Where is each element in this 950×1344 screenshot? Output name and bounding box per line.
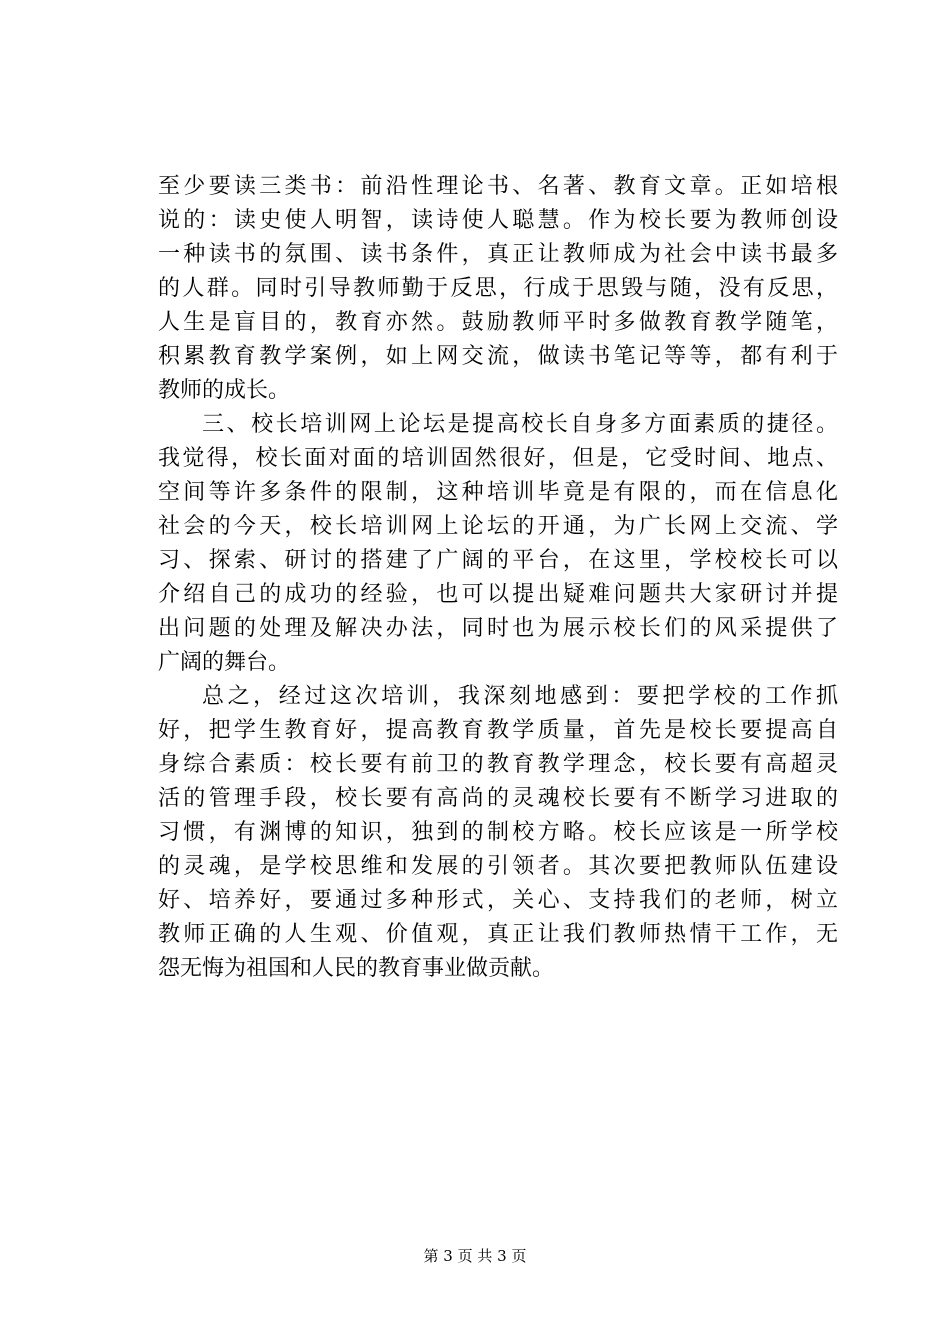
text-line: 教师的成长。 — [158, 378, 291, 403]
text-line: 活的管理手段，校长要有高尚的灵魂校长要有不断学习进取的 — [158, 786, 838, 811]
text-line: 的人群。同时引导教师勤于反思，行成于思毁与随，没有反思， — [158, 276, 838, 301]
text-line: 广阔的舞台。 — [158, 650, 291, 675]
text-line: 习、探索、研讨的搭建了广阔的平台，在这里，学校校长可以 — [158, 548, 838, 573]
text-line: 三、校长培训网上论坛是提高校长自身多方面素质的捷径。 — [202, 412, 838, 437]
text-line: 人生是盲目的，教育亦然。鼓励教师平时多做教育教学随笔， — [158, 310, 838, 335]
text-line: 习惯，有渊博的知识，独到的制校方略。校长应该是一所学校 — [158, 820, 838, 845]
text-line: 的灵魂，是学校思维和发展的引领者。其次要把教师队伍建设 — [158, 854, 838, 879]
text-line: 介绍自己的成功的经验，也可以提出疑难问题共大家研讨并提 — [158, 582, 838, 607]
document-body — [158, 170, 838, 986]
text-line: 说的：读史使人明智，读诗使人聪慧。作为校长要为教师创设 — [158, 208, 838, 233]
page-number-footer: 第 3 页 共 3 页 — [423, 1247, 527, 1265]
text-line: 好、培养好，要通过多种形式，关心、支持我们的老师，树立 — [158, 888, 838, 913]
text-line: 总之，经过这次培训，我深刻地感到：要把学校的工作抓 — [202, 684, 838, 709]
text-line: 空间等许多条件的限制，这种培训毕竟是有限的，而在信息化 — [158, 480, 838, 505]
text-line: 一种读书的氛围、读书条件，真正让教师成为社会中读书最多 — [158, 242, 838, 267]
text-line: 好，把学生教育好，提高教育教学质量，首先是校长要提高自 — [158, 718, 838, 743]
text-line: 我觉得，校长面对面的培训固然很好，但是，它受时间、地点、 — [158, 446, 838, 471]
text-line: 怨无悔为祖国和人民的教育事业做贡献。 — [158, 956, 555, 981]
text-line: 积累教育教学案例，如上网交流，做读书笔记等等，都有利于 — [158, 344, 838, 369]
text-line: 教师正确的人生观、价值观，真正让我们教师热情干工作，无 — [158, 922, 838, 947]
text-line: 身综合素质：校长要有前卫的教育教学理念，校长要有高超灵 — [158, 752, 838, 777]
text-line: 社会的今天，校长培训网上论坛的开通，为广长网上交流、学 — [158, 514, 838, 539]
text-line: 出问题的处理及解决办法，同时也为展示校长们的风采提供了 — [158, 616, 838, 641]
text-line: 至少要读三类书：前沿性理论书、名著、教育文章。正如培根 — [158, 174, 838, 199]
